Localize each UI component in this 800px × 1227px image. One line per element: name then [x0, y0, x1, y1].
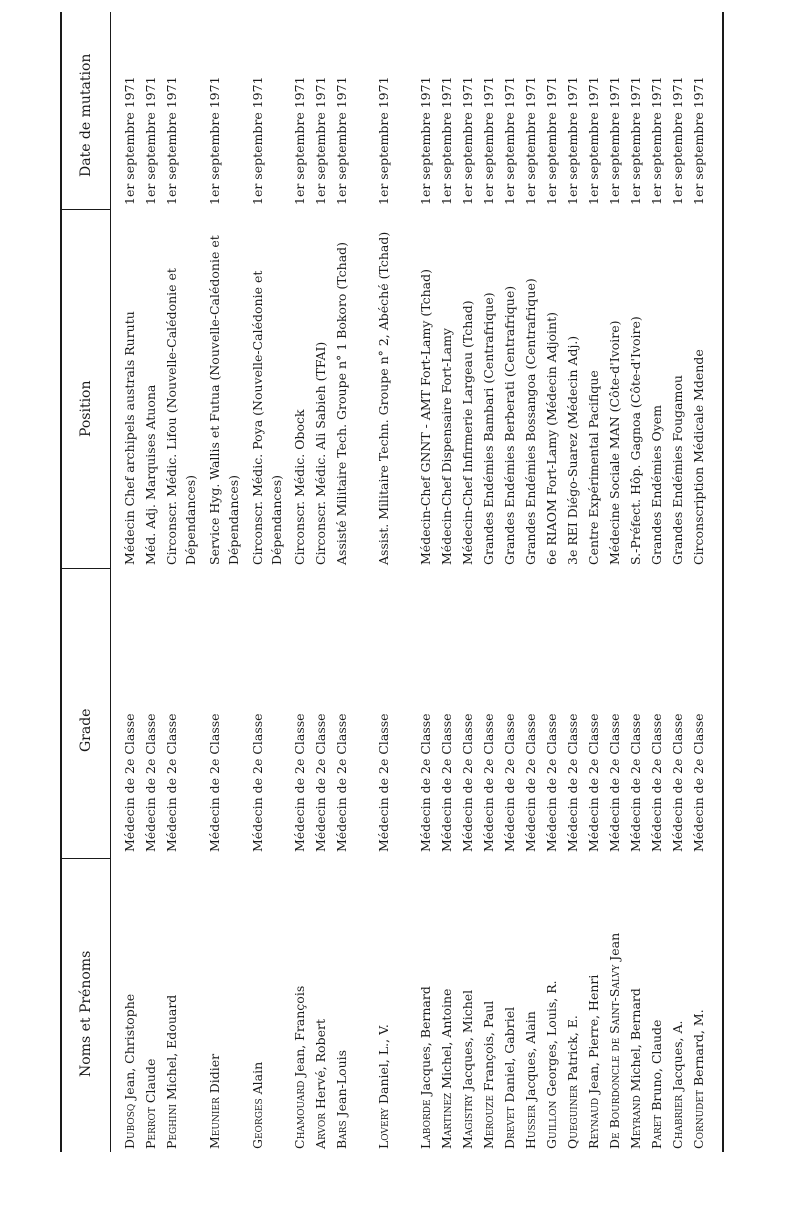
row-grade: Médecin de 2e Classe	[439, 713, 454, 852]
row-grade: Médecin de 2e Classe	[649, 713, 664, 852]
row-position: S.-Préfect. Hôp. Gagnoa (Côte-d'Ivoire)	[628, 316, 643, 565]
row-name: Magistry Jacques, Michel	[460, 989, 475, 1149]
row-position: Méd. Adj. Marquises Atuona	[143, 384, 158, 565]
row-surname: Lovery	[376, 1107, 391, 1149]
row-name: Guillon Georges, Louis, R.	[544, 980, 559, 1149]
row-grade: Médecin de 2e Classe	[481, 713, 496, 852]
row-name: Meunier Didier	[207, 1053, 222, 1149]
row-date: 1er septembre 1971	[292, 76, 307, 205]
row-surname: Merouze	[481, 1095, 496, 1149]
row-position: Médecin-Chef GNNT - AMT Fort-Lamy (Tchad)	[418, 269, 433, 565]
row-date: 1er septembre 1971	[460, 76, 475, 205]
row-position: 3e REI Diégo-Suarez (Médecin Adj.)	[565, 335, 580, 565]
row-position: Médecin Chef archipels australs Rurutu	[122, 311, 137, 565]
row-date: 1er septembre 1971	[481, 76, 496, 205]
row-position: Grandes Endémies Bambari (Centrafrique)	[481, 292, 496, 565]
row-name: Georges Alain	[250, 1061, 265, 1149]
column-divider	[60, 209, 110, 210]
row-surname: Bars	[334, 1120, 349, 1149]
row-grade: Médecin de 2e Classe	[418, 713, 433, 852]
row-surname: Perrot	[143, 1107, 158, 1149]
column-divider	[60, 568, 110, 569]
row-grade: Médecin de 2e Classe	[691, 713, 706, 852]
row-surname: Husser	[523, 1104, 538, 1149]
row-position: Centre Expérimental Pacifique	[586, 370, 601, 565]
row-position: Grandes Endémies Berberati (Centrafrique)	[502, 285, 517, 565]
row-grade: Médecin de 2e Classe	[565, 713, 580, 852]
row-date: 1er septembre 1971	[628, 76, 643, 205]
row-grade: Médecin de 2e Classe	[670, 713, 685, 852]
row-date: 1er septembre 1971	[250, 76, 265, 205]
row-name: Lovery Daniel, L., V.	[376, 1024, 391, 1149]
row-date: 1er septembre 1971	[544, 76, 559, 205]
row-position: Assist. Militaire Techn. Groupe n° 2, Abéché (Tchad)	[376, 231, 391, 565]
row-name: Chabrier Jacques, A.	[670, 1020, 685, 1149]
row-date: 1er septembre 1971	[334, 76, 349, 205]
row-date: 1er septembre 1971	[670, 76, 685, 205]
header-date: Date de mutation	[78, 53, 94, 177]
row-position: Grandes Endémies Bossangoa (Centrafrique)	[523, 278, 538, 565]
row-name: De Bourdoncle de Saint-Salvy Jean	[607, 932, 622, 1149]
row-position: Assisté Militaire Tech. Groupe n° 1 Bokoro (Tchad)	[334, 241, 349, 565]
row-surname: Reynaud	[586, 1097, 601, 1149]
row-name: Husser Jacques, Alain	[523, 1011, 538, 1149]
row-date: 1er septembre 1971	[502, 76, 517, 205]
row-date: 1er septembre 1971	[376, 76, 391, 205]
column-divider	[60, 858, 110, 859]
row-surname: De Bourdoncle de Saint-Salvy	[607, 964, 622, 1149]
row-surname: Paret	[649, 1114, 664, 1149]
row-date: 1er septembre 1971	[586, 76, 601, 205]
row-name: Reynaud Jean, Pierre, Henri	[586, 974, 601, 1149]
row-name: Queguiner Patrick, E.	[565, 1015, 580, 1149]
row-date: 1er septembre 1971	[691, 76, 706, 205]
row-name: Perrot Claude	[143, 1058, 158, 1149]
row-position: Service Hyg. Wallis et Futua (Nouvelle-Calédonie et Dépendances)	[207, 235, 241, 565]
row-position: Circonscription Médicale Mdende	[691, 349, 706, 565]
row-grade: Médecin de 2e Classe	[502, 713, 517, 852]
row-name: Bars Jean-Louis	[334, 1049, 349, 1149]
row-position: Grandes Endémies Oyem	[649, 404, 664, 565]
row-grade: Médecin de 2e Classe	[523, 713, 538, 852]
row-surname: Arvor	[313, 1113, 328, 1149]
row-grade: Médecin de 2e Classe	[207, 713, 222, 852]
row-grade: Médecin de 2e Classe	[628, 713, 643, 852]
row-position: 6e RIAOM Fort-Lamy (Médecin Adjoint)	[544, 312, 559, 565]
row-surname: Chabrier	[670, 1094, 685, 1149]
row-grade: Médecin de 2e Classe	[586, 713, 601, 852]
row-position: Grandes Endémies Fougamou	[670, 375, 685, 565]
row-position: Médecine Sociale MAN (Côte-d'Ivoire)	[607, 320, 622, 565]
row-name: Arvor Hervé, Robert	[313, 1019, 328, 1149]
row-surname: Magistry	[460, 1094, 475, 1149]
row-surname: Guillon	[544, 1100, 559, 1149]
row-grade: Médecin de 2e Classe	[376, 713, 391, 852]
row-grade: Médecin de 2e Classe	[164, 713, 179, 852]
row-grade: Médecin de 2e Classe	[607, 713, 622, 852]
row-position: Circonscr. Médic. Obock	[292, 409, 307, 565]
table-bottom-rule	[722, 12, 724, 1152]
row-name: Meyrand Michel, Bernard	[628, 988, 643, 1149]
row-surname: Laborde	[418, 1099, 433, 1149]
row-surname: Peghini	[164, 1103, 179, 1149]
row-position: Médecin-Chef Dispensaire Fort-Lamy	[439, 328, 454, 565]
row-position: Circonscr. Médic. Poya (Nouvelle-Calédonie et Dépendances)	[250, 270, 284, 565]
row-position: Médecin-Chef Infirmerie Largeau (Tchad)	[460, 300, 475, 565]
row-surname: Meunier	[207, 1097, 222, 1149]
row-grade: Médecin de 2e Classe	[544, 713, 559, 852]
row-name: Martinez Michel, Antoine	[439, 988, 454, 1149]
row-grade: Médecin de 2e Classe	[313, 713, 328, 852]
row-date: 1er septembre 1971	[649, 76, 664, 205]
row-name: Merouze François, Paul	[481, 1000, 496, 1149]
row-name: Cornudet Bernard, M.	[691, 1009, 706, 1149]
row-position: Circonscr. Médic. Lifou (Nouvelle-Calédonie et Dépendances)	[164, 268, 198, 565]
row-date: 1er septembre 1971	[607, 76, 622, 205]
row-date: 1er septembre 1971	[122, 76, 137, 205]
row-name: Drevet Daniel, Gabriel	[502, 1006, 517, 1149]
row-grade: Médecin de 2e Classe	[460, 713, 475, 852]
row-date: 1er septembre 1971	[143, 76, 158, 205]
row-surname: Queguiner	[565, 1085, 580, 1149]
header-bottom-rule	[110, 12, 111, 1152]
row-date: 1er septembre 1971	[313, 76, 328, 205]
row-position: Circonscr. Médic. Ali Sabieh (TFAI)	[313, 341, 328, 565]
row-grade: Médecin de 2e Classe	[122, 713, 137, 852]
row-surname: Meyrand	[628, 1095, 643, 1149]
row-date: 1er septembre 1971	[565, 76, 580, 205]
row-surname: Chamouard	[292, 1080, 307, 1149]
row-grade: Médecin de 2e Classe	[292, 713, 307, 852]
row-name: Peghini Michel, Edouard	[164, 994, 179, 1149]
row-grade: Médecin de 2e Classe	[334, 713, 349, 852]
row-name: Dubosq Jean, Christophe	[122, 993, 137, 1149]
row-name: Chamouard Jean, François	[292, 985, 307, 1149]
row-name: Paret Bruno, Claude	[649, 1019, 664, 1149]
row-surname: Georges	[250, 1098, 265, 1149]
row-date: 1er septembre 1971	[418, 76, 433, 205]
row-date: 1er septembre 1971	[523, 76, 538, 205]
header-position: Position	[78, 380, 94, 437]
row-date: 1er septembre 1971	[164, 76, 179, 205]
table-top-rule	[60, 12, 62, 1152]
row-date: 1er septembre 1971	[207, 76, 222, 205]
row-grade: Médecin de 2e Classe	[143, 713, 158, 852]
row-surname: Dubosq	[122, 1103, 137, 1149]
row-grade: Médecin de 2e Classe	[250, 713, 265, 852]
row-name: Laborde Jacques, Bernard	[418, 986, 433, 1149]
row-date: 1er septembre 1971	[439, 76, 454, 205]
header-noms: Noms et Prénoms	[78, 950, 94, 1077]
header-grade: Grade	[78, 708, 94, 752]
row-surname: Drevet	[502, 1106, 517, 1149]
row-surname: Martinez	[439, 1092, 454, 1149]
row-surname: Cornudet	[691, 1090, 706, 1149]
